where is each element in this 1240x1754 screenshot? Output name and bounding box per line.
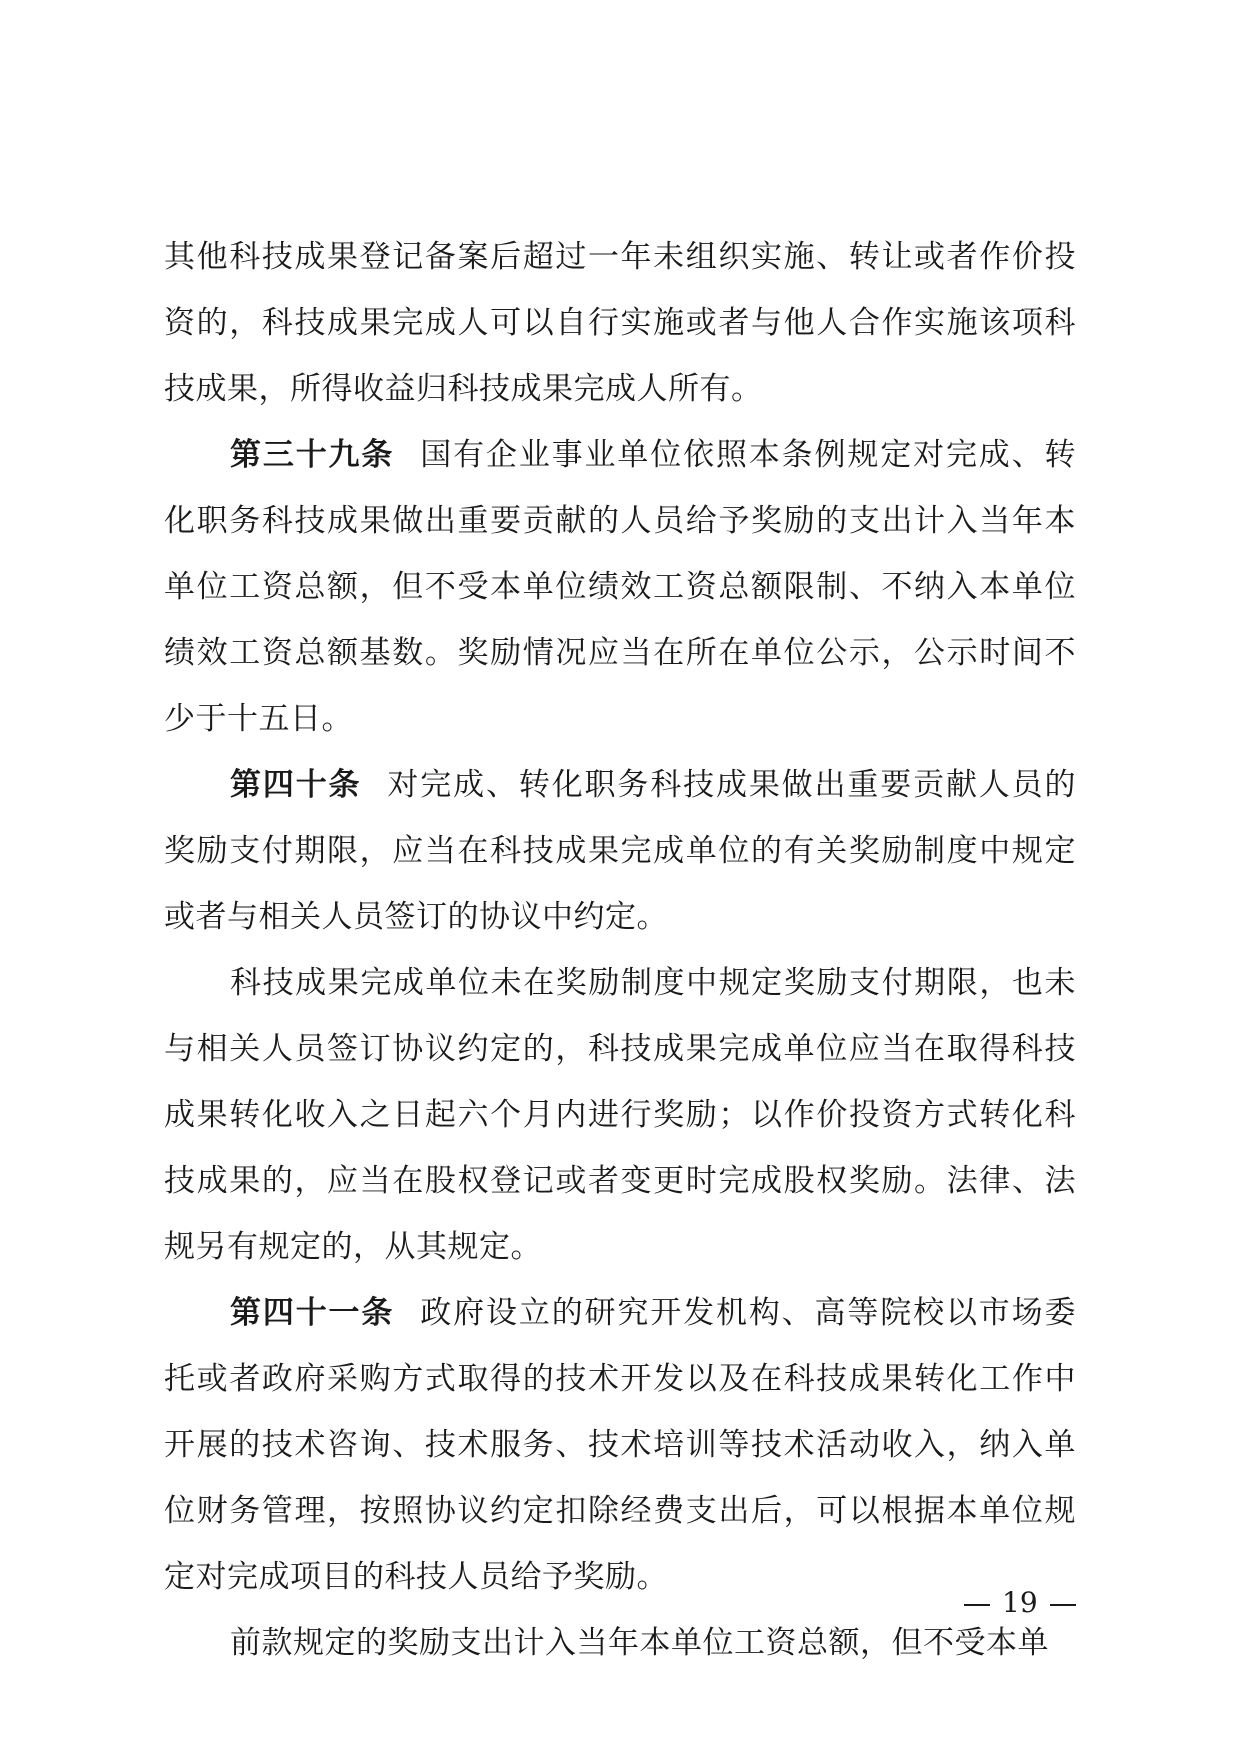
text-line: 化职务科技成果做出重要贡献的人员给予奖励的支出计入当年本: [164, 503, 1076, 539]
text-line: 科技成果完成单位未在奖励制度中规定奖励支付期限，也未: [230, 965, 1076, 1001]
text-line: 或者与相关人员签订的协议中约定。: [164, 899, 668, 935]
article-heading: 第四十一条: [230, 1295, 395, 1331]
article-heading: 第四十条: [230, 767, 362, 803]
text-line: 资的，科技成果完成人可以自行实施或者与他人合作实施该项科: [164, 305, 1076, 341]
text-line: 政府设立的研究开发机构、高等院校以市场委: [420, 1295, 1077, 1331]
text-line: 绩效工资总额基数。奖励情况应当在所在单位公示，公示时间不: [164, 635, 1076, 671]
text-line: 规另有规定的，从其规定。: [164, 1229, 542, 1265]
page-number: [952, 1586, 1088, 1619]
text-line: 技成果的，应当在股权登记或者变更时完成股权奖励。法律、法: [164, 1163, 1076, 1199]
text-line: 前款规定的奖励支出计入当年本单位工资总额，但不受本单: [230, 1625, 1049, 1661]
text-line: 与相关人员签订协议约定的，科技成果完成单位应当在取得科技: [164, 1031, 1076, 1067]
article-40-first-line: [164, 752, 1076, 818]
text-line: 定对完成项目的科技人员给予奖励。: [164, 1559, 668, 1595]
document-body: [164, 224, 1076, 1676]
text-line: 成果转化收入之日起六个月内进行奖励；以作价投资方式转化科: [164, 1097, 1076, 1133]
text-line: 单位工资总额，但不受本单位绩效工资总额限制、不纳入本单位: [164, 569, 1076, 605]
text-line: 国有企业事业单位依照本条例规定对完成、转: [420, 437, 1077, 473]
page-number-value: 19: [1002, 1586, 1038, 1619]
dash-left: [964, 1604, 990, 1606]
dash-right: [1050, 1604, 1076, 1606]
text-line: 对完成、转化职务科技成果做出重要贡献人员的: [387, 767, 1077, 803]
text-line: 开展的技术咨询、技术服务、技术培训等技术活动收入，纳入单: [164, 1427, 1076, 1463]
text-line: 少于十五日。: [164, 701, 353, 737]
article-41-first-line: [164, 1280, 1076, 1346]
text-line: 托或者政府采购方式取得的技术开发以及在科技成果转化工作中: [164, 1361, 1076, 1397]
article-39-first-line: [164, 422, 1076, 488]
text-line: 其他科技成果登记备案后超过一年未组织实施、转让或者作价投: [164, 239, 1076, 275]
text-line: 奖励支付期限，应当在科技成果完成单位的有关奖励制度中规定: [164, 833, 1076, 869]
article-heading: 第三十九条: [230, 437, 395, 473]
text-line: 技成果，所得收益归科技成果完成人所有。: [164, 371, 763, 407]
text-line: 位财务管理，按照协议约定扣除经费支出后，可以根据本单位规: [164, 1493, 1076, 1529]
